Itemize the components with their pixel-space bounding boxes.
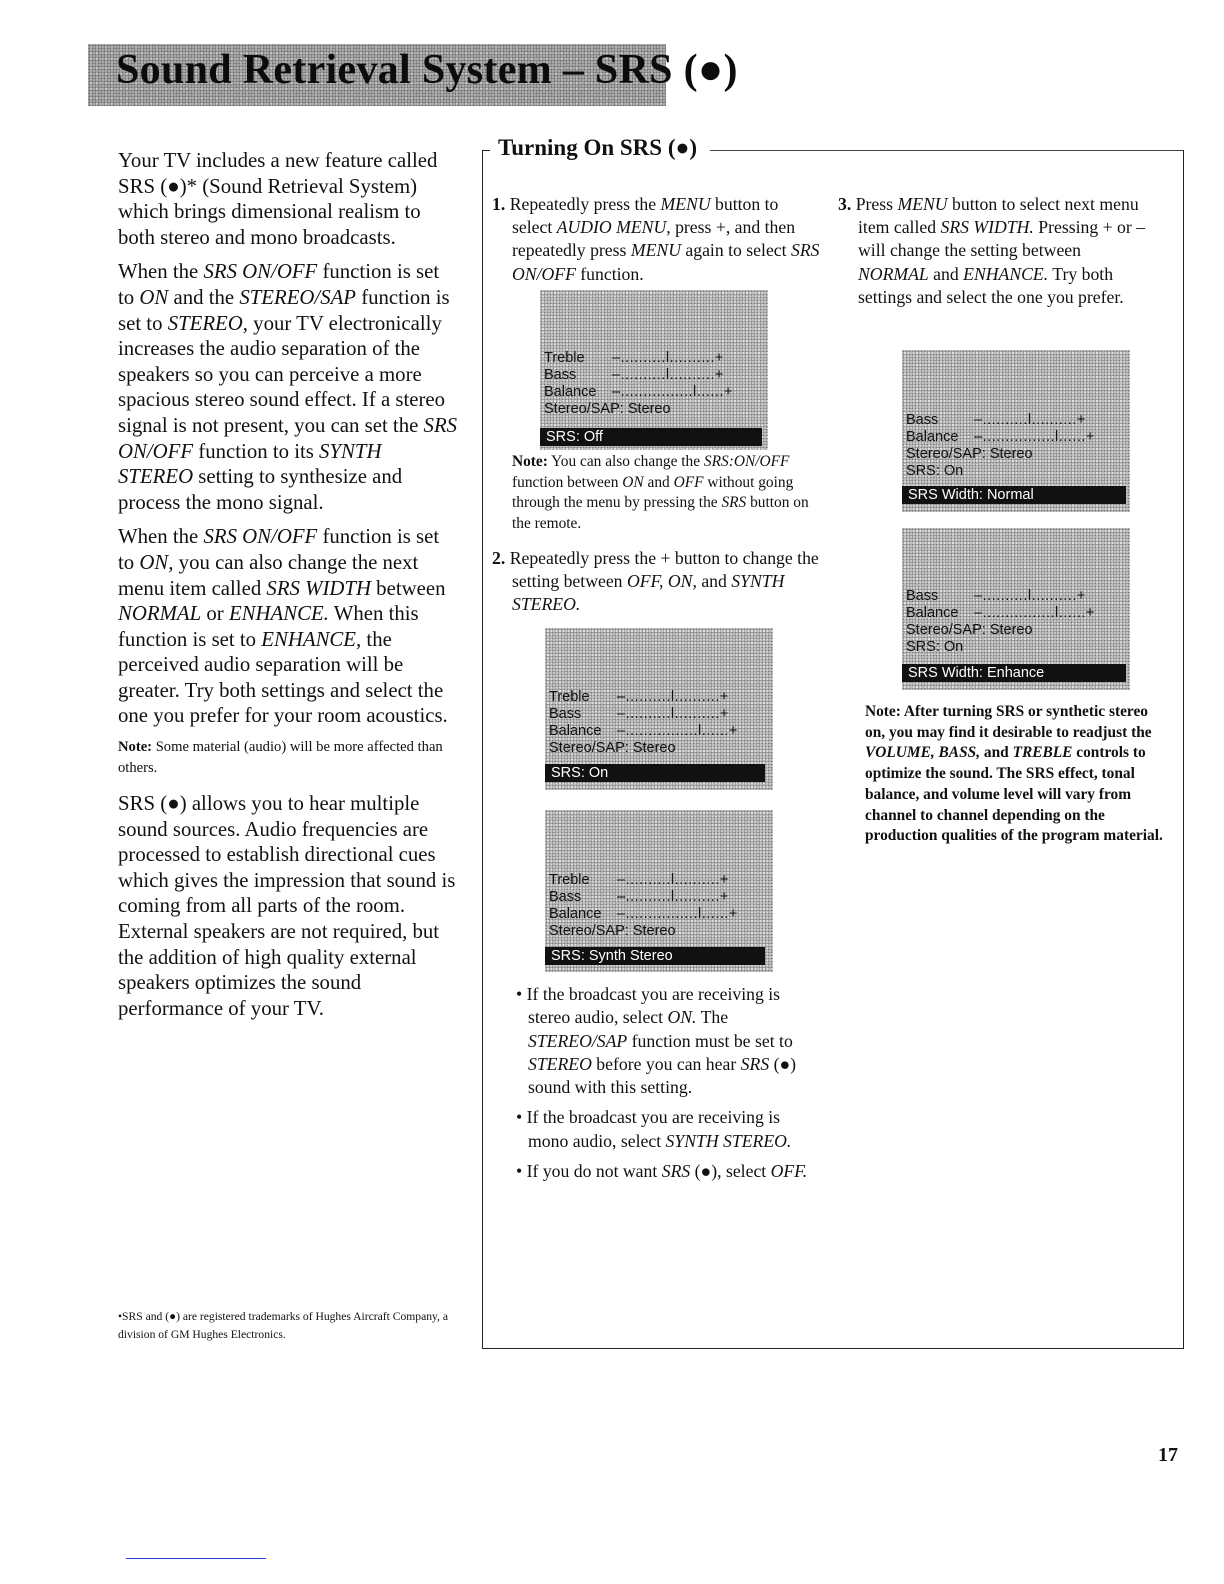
section-heading: Turning On SRS (●) <box>496 135 701 161</box>
link-underline <box>126 1558 266 1559</box>
tv-menu-srs-on <box>545 628 773 790</box>
menu-row-srs: SRS: On <box>906 639 964 655</box>
list-item: • If the broadcast you are receiving is mono audio, select SYNTH STEREO. <box>516 1107 792 1151</box>
menu-row-bass: Bass –..........l..........+ <box>906 588 1086 604</box>
step-3: 3. Press MENU button to select next menu item called SRS WIDTH. Pressing + or – will change the setting between NORMAL and ENHANCE. Try both settings and select the one you prefer. <box>838 194 1146 307</box>
page-title: Sound Retrieval System – SRS (●) <box>116 47 738 93</box>
tv-menu-srs-width-normal <box>902 350 1130 512</box>
page-number: 17 <box>1158 1444 1178 1466</box>
intro-paragraph: Your TV includes a new feature called SRS (●)* (Sound Retrieval System) which brings dimensional realism to both stereo and mono broadcasts. <box>118 149 438 249</box>
menu-row-bass: Bass –..........l..........+ <box>549 889 729 905</box>
audio-note: Note: Some material (audio) will be more affected than others. <box>118 739 443 777</box>
menu-row-stereo-sap: Stereo/SAP: Stereo <box>906 622 1033 638</box>
menu-row-treble: Treble –..........l..........+ <box>544 350 724 366</box>
menu-row-stereo-sap: Stereo/SAP: Stereo <box>549 923 676 939</box>
menu-row-bass: Bass –..........l..........+ <box>544 367 724 383</box>
menu-row-balance: Balance –................l......+ <box>906 605 1095 621</box>
menu-row-bass: Bass –..........l..........+ <box>906 412 1086 428</box>
step-2: 2. Repeatedly press the + button to change the setting between OFF, ON, and SYNTH STEREO. <box>492 548 819 615</box>
srs-stereo-paragraph: When the SRS ON/OFF function is set to ON and the STEREO/SAP function is set to STEREO, your TV electronically increases the audio separation of the speakers so you can perceive a more spacious stereo sound effect. If a stereo signal is not present, you can set the SRS ON/OFF function to its SYNTH STEREO setting to synthesize and process the mono signal. <box>118 260 458 514</box>
remote-note: Note: You can also change the SRS:ON/OFF function between ON and OFF without going through the menu by pressing the SRS button on the remote. <box>512 453 809 533</box>
menu-row-stereo-sap: Stereo/SAP: Stereo <box>544 401 671 417</box>
menu-selected-row: SRS: Off <box>540 428 762 446</box>
tv-menu-srs-off <box>540 290 768 450</box>
menu-row-stereo-sap: Stereo/SAP: Stereo <box>549 740 676 756</box>
menu-row-bass: Bass –..........l..........+ <box>549 706 729 722</box>
menu-row-srs: SRS: On <box>906 463 964 479</box>
menu-selected-row: SRS: Synth Stereo <box>545 947 765 965</box>
menu-row-balance: Balance –................l......+ <box>544 384 733 400</box>
sound-adjust-note: Note: After turning SRS or synthetic stereo on, you may find it desirable to readjust the VOLUME, BASS, and TREBLE controls to optimize the sound. The SRS effect, tonal balance, and volume level will vary from channel to channel depending on the production qualities of the program material. <box>865 703 1163 845</box>
tv-menu-srs-width-enhance <box>902 528 1130 690</box>
intro-column <box>118 148 458 1030</box>
srs-option-list <box>512 983 822 1190</box>
srs-width-paragraph: When the SRS ON/OFF function is set to ON, you can also change the next menu item called SRS WIDTH between NORMAL or ENHANCE. When this function is set to ENHANCE, the perceived audio separation will be greater. Try both settings and select the one you prefer for your room acoustics. <box>118 525 448 728</box>
menu-selected-row: SRS Width: Enhance <box>902 664 1126 682</box>
frame-top-rule <box>710 150 1183 151</box>
frame-tick <box>482 150 490 151</box>
trademark-footnote: •SRS and (●) are registered trademarks of Hughes Aircraft Company, a division of GM Hughes Electronics. <box>118 1310 449 1341</box>
list-item: • If you do not want SRS (●), select OFF. <box>516 1161 808 1182</box>
list-item: • If the broadcast you are receiving is stereo audio, select ON. The STEREO/SAP function must be set to STEREO before you can hear SRS (●) sound with this setting. <box>516 984 797 1098</box>
menu-row-balance: Balance –................l......+ <box>549 906 738 922</box>
menu-selected-row: SRS Width: Normal <box>902 486 1126 504</box>
menu-row-balance: Balance –................l......+ <box>549 723 738 739</box>
menu-row-stereo-sap: Stereo/SAP: Stereo <box>906 446 1033 462</box>
menu-selected-row: SRS: On <box>545 764 765 782</box>
multiple-sources-paragraph: SRS (●) allows you to hear multiple sound sources. Audio frequencies are processed to establish directional cues which gives the impression that sound is coming from all parts of the room. External speakers are not required, but the addition of high quality external speakers optimizes the sound performance of your TV. <box>118 792 456 1020</box>
step-1: 1. Repeatedly press the MENU button to select AUDIO MENU, press +, and then repeatedly press MENU again to select SRS ON/OFF function. <box>492 194 820 284</box>
menu-row-balance: Balance –................l......+ <box>906 429 1095 445</box>
menu-row-treble: Treble –..........l..........+ <box>549 689 729 705</box>
menu-row-treble: Treble –..........l..........+ <box>549 872 729 888</box>
tv-menu-srs-synth-stereo <box>545 810 773 972</box>
